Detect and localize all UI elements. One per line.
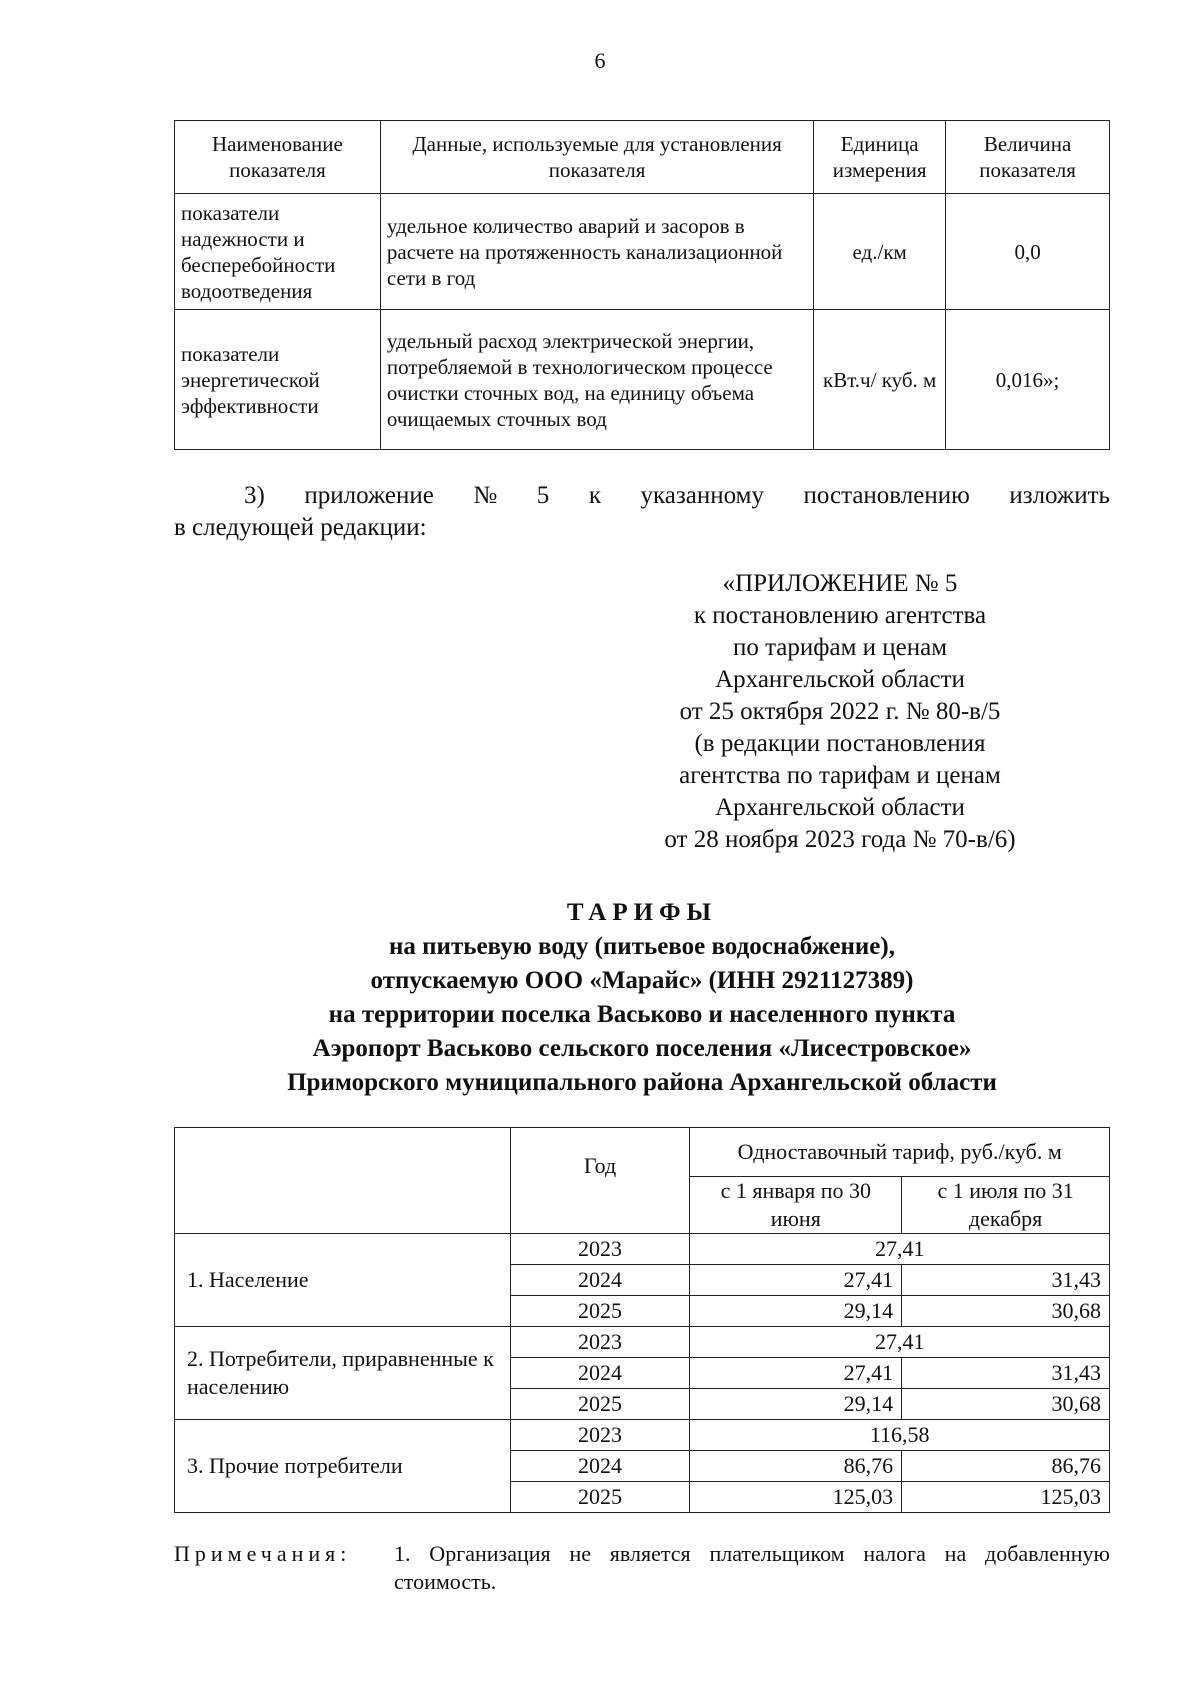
word: к: [588, 482, 601, 509]
appendix-block: [600, 568, 1080, 856]
header-data-used: Данные, используемые для установления показателя: [380, 121, 813, 194]
word: 3): [244, 482, 265, 509]
tariff-p1-cell: 86,76: [690, 1451, 902, 1482]
tariff-p1-cell: 125,03: [690, 1482, 902, 1513]
year-cell: 2024: [510, 1451, 690, 1482]
appendix-line: Архангельской области: [715, 666, 965, 693]
indicator-name: показатели энергетической эффективности: [175, 310, 381, 450]
year-cell: 2025: [510, 1296, 690, 1327]
header-period-1: с 1 января по 30 июня: [690, 1177, 902, 1234]
instruction-line-2: в следующей редакции:: [174, 514, 427, 541]
year-cell: 2025: [510, 1482, 690, 1513]
indicators-row: [175, 310, 1110, 450]
year-cell: 2023: [510, 1327, 690, 1358]
table-row: [175, 1420, 1110, 1451]
instruction-line-1: [174, 480, 1110, 512]
page-number: 6: [594, 48, 606, 73]
title-heading: ТАРИФЫ: [566, 899, 718, 926]
appendix-line: по тарифам и ценам: [732, 634, 948, 661]
title-line: Приморского муниципального района Архангельской области: [287, 1069, 997, 1096]
tariff-p2-cell: 31,43: [902, 1358, 1110, 1389]
header-tariff: Одноставочный тариф, руб./куб. м: [690, 1128, 1110, 1177]
tariff-p2-cell: 86,76: [902, 1451, 1110, 1482]
word: 5: [536, 482, 550, 509]
category-cell: 3. Прочие потребители: [175, 1420, 511, 1513]
indicators-table: [174, 120, 1110, 450]
indicator-unit: ед./км: [814, 194, 946, 310]
header-value: Величина показателя: [946, 121, 1110, 194]
indicator-unit: кВт.ч/ куб. м: [814, 310, 946, 450]
table-row: [175, 1234, 1110, 1265]
tariff-p1-cell: 29,14: [690, 1389, 902, 1420]
header-category-empty: [175, 1128, 511, 1234]
year-cell: 2023: [510, 1234, 690, 1265]
indicator-value: 0,016»;: [946, 310, 1110, 450]
header-unit: Единица измерения: [814, 121, 946, 194]
indicator-name: показатели надежности и бесперебойности водоотведения: [175, 194, 381, 310]
instruction-paragraph: [174, 480, 1110, 544]
appendix-line: агентства по тарифам и ценам: [679, 762, 1001, 789]
tariff-p1-cell: 29,14: [690, 1296, 902, 1327]
appendix-line: «ПРИЛОЖЕНИЕ № 5: [722, 570, 958, 597]
category-cell: 1. Население: [175, 1234, 511, 1327]
tariff-p2-cell: 30,68: [902, 1389, 1110, 1420]
tariff-p2-cell: 30,68: [902, 1296, 1110, 1327]
title-line: Аэропорт Васьково сельского поселения «Лисестровское»: [312, 1035, 972, 1062]
word: №: [473, 482, 498, 509]
year-cell: 2024: [510, 1265, 690, 1296]
indicator-data: удельный расход электрической энергии, потребляемой в технологическом процессе очистки сточных вод, на единицу объема очищаемых сточных вод: [380, 310, 813, 450]
notes-block: [174, 1540, 1110, 1596]
year-cell: 2025: [510, 1389, 690, 1420]
tariff-header-row: [175, 1128, 1110, 1177]
appendix-line: к постановлению агентства: [693, 602, 987, 629]
tariff-p1-cell: 27,41: [690, 1358, 902, 1389]
indicators-header-row: [175, 121, 1110, 194]
title-line: на питьевую воду (питьевое водоснабжение),: [389, 933, 895, 960]
tariff-merged-cell: 27,41: [690, 1234, 1110, 1265]
word: постановлению: [803, 482, 970, 509]
notes-label: Примечания:: [174, 1541, 352, 1566]
header-year: Год: [510, 1128, 690, 1234]
tariff-merged-cell: 116,58: [690, 1420, 1110, 1451]
indicator-value: 0,0: [946, 194, 1110, 310]
tariff-p2-cell: 31,43: [902, 1265, 1110, 1296]
notes-text: 1. Организация не является плательщиком налога на добавленную стоимость.: [394, 1541, 1110, 1594]
tariff-merged-cell: 27,41: [690, 1327, 1110, 1358]
appendix-line: (в редакции постановления: [694, 730, 986, 757]
word: приложение: [304, 482, 434, 509]
tariff-p1-cell: 27,41: [690, 1265, 902, 1296]
year-cell: 2023: [510, 1420, 690, 1451]
table-row: [175, 1327, 1110, 1358]
indicators-row: [175, 194, 1110, 310]
word: изложить: [1009, 482, 1110, 509]
tariff-p2-cell: 125,03: [902, 1482, 1110, 1513]
appendix-line: Архангельской области: [715, 794, 965, 821]
title-line: на территории поселка Васьково и населенного пункта: [328, 1001, 956, 1028]
word: указанному: [640, 482, 764, 509]
year-cell: 2024: [510, 1358, 690, 1389]
indicator-data: удельное количество аварий и засоров в расчете на протяженность канализационной сети в год: [380, 194, 813, 310]
tariff-title: [174, 896, 1110, 1100]
category-cell: 2. Потребители, приравненные к населению: [175, 1327, 511, 1420]
appendix-line: от 25 октября 2022 г. № 80-в/5: [679, 698, 1001, 725]
title-line: отпускаемую ООО «Марайс» (ИНН 2921127389): [370, 967, 914, 994]
tariff-table: [174, 1127, 1110, 1513]
appendix-line: от 28 ноября 2023 года № 70-в/6): [664, 826, 1016, 853]
header-period-2: с 1 июля по 31 декабря: [902, 1177, 1110, 1234]
header-indicator-name: Наименование показателя: [175, 121, 381, 194]
